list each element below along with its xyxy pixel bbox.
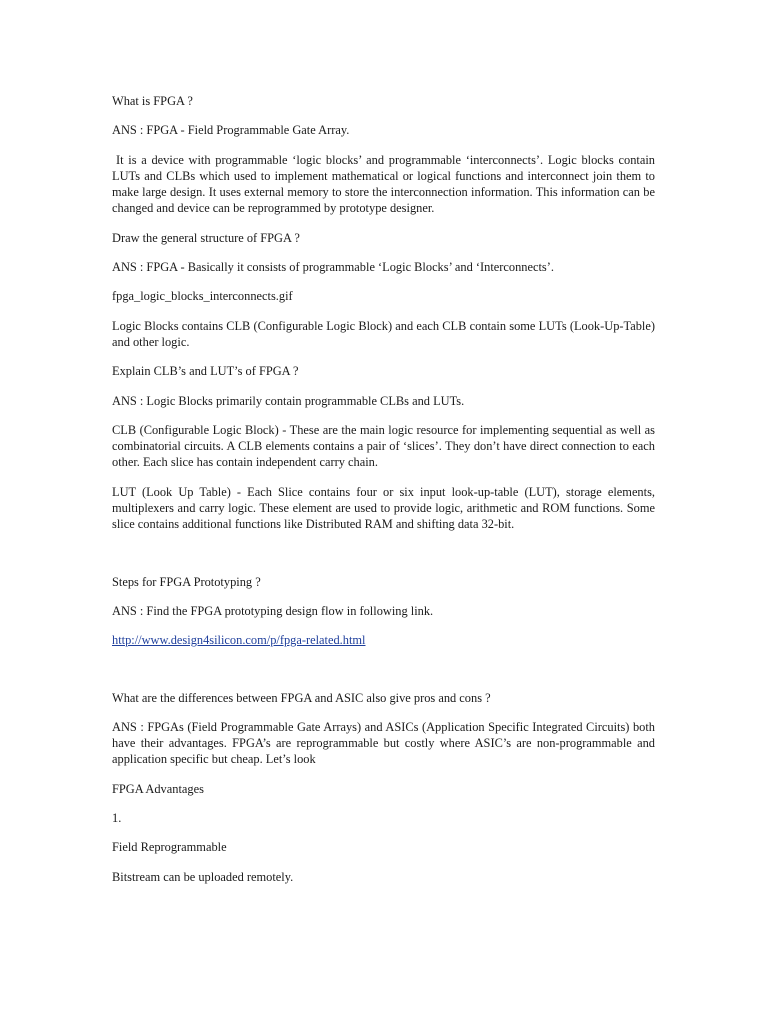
document-page [112, 93, 655, 885]
advantage-number: 1. [112, 811, 122, 826]
answer-fpga-definition: ANS : FPGA - Field Programmable Gate Array. [112, 123, 350, 138]
lut-paragraph: LUT (Look Up Table) - Each Slice contains four or six input look-up-table (LUT), storage elements, multiplexers and carry logic. These element are used to provide logic, arithmetic and ROM functions. Some slice contains additional functions like Distributed RAM and shifting data 32-bit. [112, 484, 655, 532]
advantage-title: Field Reprogrammable [112, 840, 227, 855]
image-filename: fpga_logic_blocks_interconnects.gif [112, 289, 293, 304]
question-fpga-vs-asic: What are the differences between FPGA and ASIC also give pros and cons ? [112, 690, 491, 705]
question-prototyping-steps: Steps for FPGA Prototyping ? [112, 574, 261, 589]
answer-fpga-vs-asic: ANS : FPGAs (Field Programmable Gate Arrays) and ASICs (Application Specific Integrated Circuits) both have their advantages. FPGA’s are reprogrammable but costly where ASIC’s are non-programmable and application specific but cheap. Let’s look [112, 719, 655, 767]
clb-paragraph: CLB (Configurable Logic Block) - These are the main logic resource for implementing sequential as well as combinatorial circuits. A CLB elements contains a pair of ‘slices’. They don’t have direct connection to each other. Each slice has contain independent carry chain. [112, 422, 655, 470]
fpga-description-paragraph: It is a device with programmable ‘logic blocks’ and programmable ‘interconnects’. Logic blocks contain LUTs and CLBs which used to implement mathematical or logical functions and interconnect join them to make large design. It uses external memory to store the interconnection information. This information can be changed and device can be reprogrammed by prototype designer. [112, 152, 655, 216]
logic-blocks-paragraph: Logic Blocks contains CLB (Configurable Logic Block) and each CLB contain some LUTs (Look-Up-Table) and other logic. [112, 318, 655, 349]
link-line [112, 632, 655, 648]
advantage-detail: Bitstream can be uploaded remotely. [112, 869, 294, 884]
answer-prototyping-steps: ANS : Find the FPGA prototyping design flow in following link. [112, 603, 434, 618]
question-clb-lut: Explain CLB’s and LUT’s of FPGA ? [112, 364, 299, 379]
fpga-advantages-heading: FPGA Advantages [112, 781, 204, 796]
design4silicon-link[interactable]: http://www.design4silicon.com/p/fpga-related.html [112, 633, 366, 648]
question-general-structure: Draw the general structure of FPGA ? [112, 230, 300, 245]
answer-clb-lut: ANS : Logic Blocks primarily contain programmable CLBs and LUTs. [112, 393, 465, 408]
question-what-is-fpga: What is FPGA ? [112, 94, 193, 108]
answer-general-structure: ANS : FPGA - Basically it consists of programmable ‘Logic Blocks’ and ‘Interconnects’. [112, 260, 554, 275]
